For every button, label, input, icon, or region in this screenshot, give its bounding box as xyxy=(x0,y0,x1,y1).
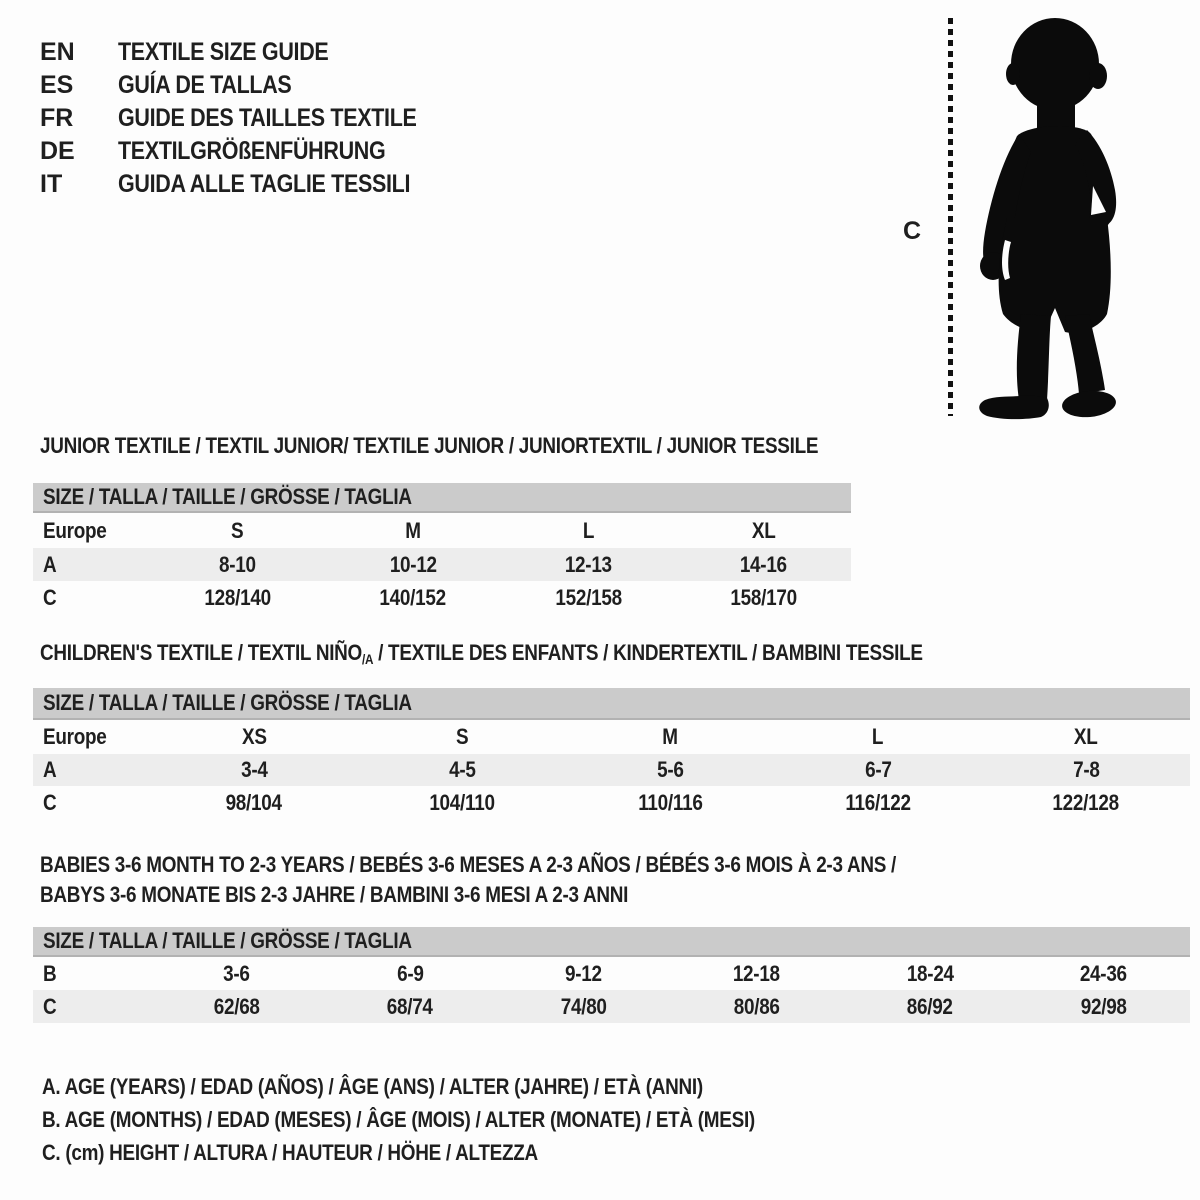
legend-line-a: A. AGE (YEARS) / EDAD (AÑOS) / ÂGE (ANS) / ALTER (JAHRE) / ETÀ (ANNI) xyxy=(42,1074,703,1099)
size-header-label: SIZE / TALLA / TAILLE / GRÖSSE / TAGLIA xyxy=(43,484,412,509)
lang-row-it xyxy=(40,168,465,201)
table-cell: 86/92 xyxy=(907,993,953,1019)
row-label: A xyxy=(43,757,57,782)
lang-title: GUIDA ALLE TAGLIE TESSILI xyxy=(118,170,411,198)
table-cell: 12-18 xyxy=(733,960,781,986)
table-cell: XL xyxy=(1074,724,1098,749)
table-row-a xyxy=(33,548,851,581)
table-cell: 104/110 xyxy=(429,789,495,815)
table-cell: M xyxy=(405,517,421,543)
table-cell: 10-12 xyxy=(389,551,437,577)
language-title-list xyxy=(40,36,465,201)
row-label: A xyxy=(43,551,57,577)
table-cell: 12-13 xyxy=(564,551,612,577)
height-dashed-line xyxy=(948,18,953,416)
table-cell: 5-6 xyxy=(656,757,684,782)
legend-line-c: C. (cm) HEIGHT / ALTURA / HAUTEUR / HÖHE / ALTEZZA xyxy=(42,1140,538,1165)
measure-legend xyxy=(42,1070,871,1169)
table-cell: XL xyxy=(751,517,776,543)
table-cell: 122/128 xyxy=(1052,789,1120,815)
babies-size-table xyxy=(33,927,1190,1023)
babies-section-title: BABIES 3-6 MONTH TO 2-3 YEARS / BEBÉS 3-6 MESES A 2-3 AÑOS / BÉBÉS 3-6 MOIS À 2-3 ANS / BABYS 3-6 MONATE BIS 2-3 JAHRE / BAMBINI 3-6 MESI A 2-3 ANNI xyxy=(40,852,897,907)
table-cell: S xyxy=(455,724,469,749)
table-cell: 110/116 xyxy=(637,789,703,815)
table-header xyxy=(33,688,1190,720)
lang-row-fr xyxy=(40,102,465,135)
table-cell: L xyxy=(582,517,594,543)
table-row-c xyxy=(33,990,1190,1023)
table-cell: 3-4 xyxy=(240,757,268,782)
table-header xyxy=(33,483,851,513)
lang-title: GUÍA DE TALLAS xyxy=(118,71,292,99)
height-measure-label: C xyxy=(903,217,922,245)
table-cell: 80/86 xyxy=(733,993,780,1019)
row-label: Europe xyxy=(43,517,107,543)
lang-code: FR xyxy=(40,104,74,132)
table-cell: 8-10 xyxy=(219,551,256,577)
table-row-a xyxy=(33,754,1190,786)
lang-code: EN xyxy=(40,38,75,66)
lang-title: GUIDE DES TAILLES TEXTILE xyxy=(118,104,417,132)
childrens-size-table xyxy=(33,688,1190,819)
row-label: B xyxy=(43,960,57,986)
table-cell: 158/170 xyxy=(730,584,797,610)
size-header-label: SIZE / TALLA / TAILLE / GRÖSSE / TAGLIA xyxy=(43,928,412,953)
lang-code: DE xyxy=(40,137,75,165)
table-cell: 9-12 xyxy=(564,960,602,986)
table-cell: 128/140 xyxy=(204,584,271,610)
lang-code: IT xyxy=(40,170,63,198)
childrens-section-title: CHILDREN'S TEXTILE / TEXTIL NIÑO/A / TEXTILE DES ENFANTS / KINDERTEXTIL / BAMBINI TESSILE xyxy=(40,640,923,667)
table-cell: 68/74 xyxy=(387,993,433,1019)
legend-line-b: B. AGE (MONTHS) / EDAD (MESES) / ÂGE (MOIS) / ALTER (MONATE) / ETÀ (MESI) xyxy=(42,1107,755,1132)
junior-section-title: JUNIOR TEXTILE / TEXTIL JUNIOR/ TEXTILE JUNIOR / JUNIORTEXTIL / JUNIOR TESSILE xyxy=(40,433,819,458)
table-cell: 140/152 xyxy=(379,584,447,610)
baby-silhouette-icon xyxy=(963,16,1137,420)
table-cell: 24-36 xyxy=(1079,960,1127,986)
table-row-c xyxy=(33,786,1190,819)
size-header-label: SIZE / TALLA / TAILLE / GRÖSSE / TAGLIA xyxy=(43,690,412,715)
row-label: C xyxy=(43,789,57,815)
table-cell: 14-16 xyxy=(739,551,787,577)
table-cell: 7-8 xyxy=(1072,757,1100,782)
lang-row-en xyxy=(40,36,465,69)
junior-size-table xyxy=(33,483,851,614)
table-cell: 6-9 xyxy=(396,960,424,986)
table-header xyxy=(33,927,1190,957)
table-row-europe xyxy=(33,513,851,548)
table-cell: 98/104 xyxy=(225,789,283,815)
table-cell: 74/80 xyxy=(560,993,607,1019)
table-cell: L xyxy=(872,724,884,749)
table-cell: 62/68 xyxy=(213,993,260,1019)
table-cell: 116/122 xyxy=(845,789,911,815)
table-row-b xyxy=(33,957,1190,990)
table-cell: 152/158 xyxy=(554,584,622,610)
table-cell: M xyxy=(662,724,678,749)
table-cell: 18-24 xyxy=(906,960,954,986)
row-label: Europe xyxy=(43,724,107,749)
table-cell: S xyxy=(231,517,244,543)
lang-title: TEXTILGRÖßENFÜHRUNG xyxy=(118,137,386,165)
table-row-c xyxy=(33,581,851,614)
lang-code: ES xyxy=(40,71,74,99)
lang-row-es xyxy=(40,69,465,102)
table-cell: 92/98 xyxy=(1080,993,1127,1019)
lang-row-de xyxy=(40,135,465,168)
table-cell: XS xyxy=(241,724,267,749)
table-cell: 3-6 xyxy=(223,960,250,986)
lang-title: TEXTILE SIZE GUIDE xyxy=(118,38,329,66)
row-label: C xyxy=(43,993,57,1019)
table-cell: 6-7 xyxy=(864,757,892,782)
row-label: C xyxy=(43,584,57,610)
table-cell: 4-5 xyxy=(448,757,476,782)
table-row-europe xyxy=(33,720,1190,754)
